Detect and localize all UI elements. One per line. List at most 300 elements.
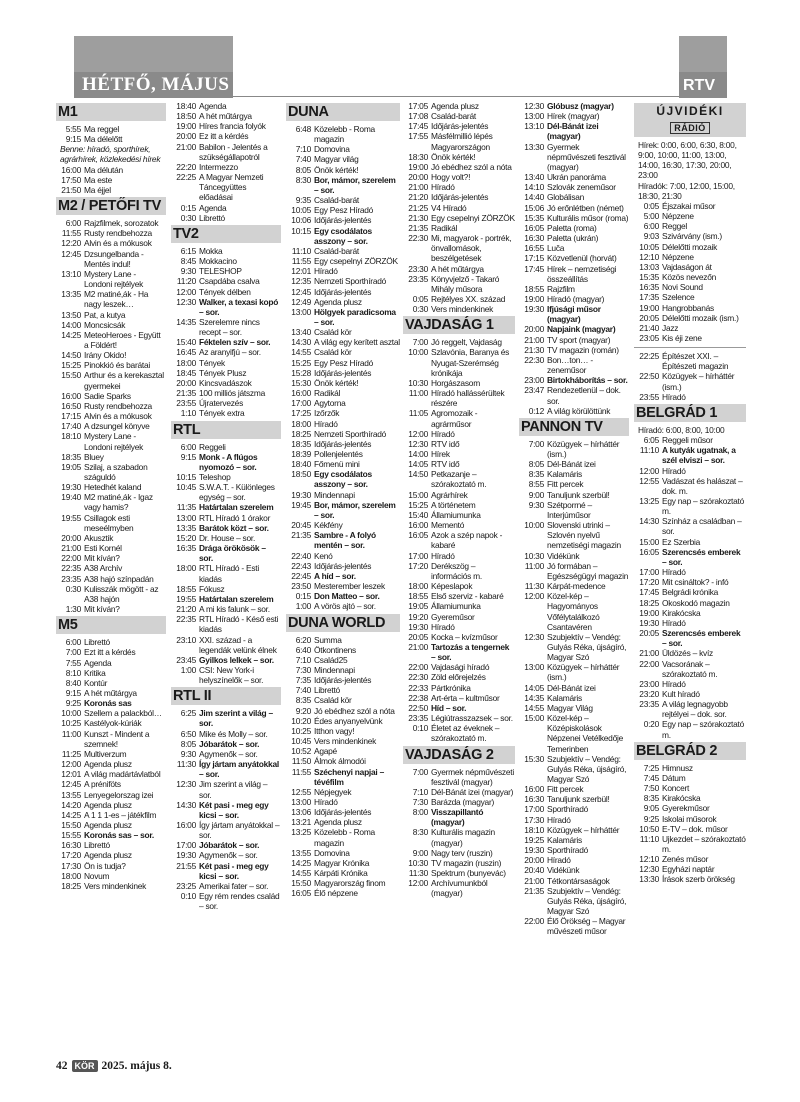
page-number: 42 (56, 1060, 68, 1072)
program-time: 13:25 (291, 827, 311, 838)
program-title: Híradó (431, 182, 455, 193)
program-time: 9:20 (295, 705, 311, 716)
program-title: Azok a szép napok - kabaré (431, 530, 503, 551)
program-time: 15:25 (408, 499, 428, 510)
program-title: Jó formában – Egészségügyi magazin (547, 560, 629, 581)
program-time: 17:15 (524, 253, 544, 264)
program-row (286, 388, 400, 398)
program-time: 21:20 (176, 604, 196, 615)
program-title: Híres francia folyók (199, 121, 266, 132)
program-row (171, 482, 281, 502)
program-title: Közügyek – hírháttér (547, 824, 620, 835)
program-row (403, 530, 515, 550)
program-time: 11:35 (176, 502, 196, 513)
program-time: 10:45 (291, 736, 311, 747)
program-time: 19:40 (61, 492, 81, 503)
program-row (634, 537, 746, 547)
program-title: RTV idő (431, 438, 460, 449)
program-row (171, 203, 281, 213)
program-time: 11:30 (176, 759, 196, 770)
program-time: 13:25 (639, 496, 659, 506)
program-time: 11:30 (524, 581, 544, 592)
program-row (171, 452, 281, 472)
program-row (56, 350, 166, 360)
program-row (286, 581, 400, 591)
program-title: A38 Archív (84, 563, 123, 574)
program-title: Rendezetlenül – dok. sor. (547, 385, 621, 406)
program-row (634, 323, 746, 333)
program-row (403, 172, 515, 182)
program-title: Kritika (84, 667, 106, 678)
program-row (56, 708, 166, 718)
program-title: Híradó (662, 567, 686, 578)
program-title: Időjárás-jelentés (314, 807, 372, 818)
program-time: 22:43 (291, 560, 311, 571)
program-title: Radikál (431, 222, 458, 233)
program-title: Egy nap – szórakoztató m. (662, 496, 745, 517)
program-time: 17:45 (524, 263, 544, 274)
program-title: Szubjektív – Vendég: Gulyás Réka, újságíró, Magyar Szó (547, 631, 627, 663)
program-row (171, 287, 281, 297)
program-row (171, 408, 281, 418)
program-time: 22:33 (408, 682, 428, 693)
program-title: Dr. House – sor. (199, 532, 256, 543)
program-time: 18:50 (176, 111, 196, 122)
channel-section (56, 197, 166, 614)
program-title: Magyar világ (314, 154, 359, 165)
program-row (403, 510, 515, 520)
program-title: Híradó (314, 797, 338, 807)
program-title: Fitt percek (547, 479, 584, 490)
program-time: 7:55 (65, 657, 81, 668)
program-time: 17:55 (408, 131, 428, 142)
program-row (403, 378, 515, 388)
program-time: 7:50 (643, 783, 659, 794)
program-time: 13:30 (524, 141, 544, 152)
program-title: Babilon - Jelentés a szükségállapotról (199, 141, 268, 162)
program-time: 13:00 (176, 512, 196, 523)
program-row (519, 345, 629, 355)
program-time: 7:10 (412, 786, 428, 797)
program-row (403, 723, 515, 743)
program-title: A Magyar Nemzeti Táncegyüttes előadásai (199, 172, 264, 203)
program-time: 16:00 (61, 390, 81, 401)
program-time: 8:05 (528, 459, 544, 470)
program-title: Egy csodálatos asszony – sor. (314, 469, 372, 490)
program-time: 9:35 (295, 195, 311, 206)
program-row (403, 520, 515, 530)
program-title: Időjárás-jelentés (314, 367, 372, 378)
program-time: 14:55 (291, 868, 311, 879)
program-row (634, 567, 746, 577)
program-title: Irány Okido! (84, 350, 127, 361)
program-row (286, 746, 400, 756)
program-time: 7:45 (643, 772, 659, 783)
program-row (403, 182, 515, 192)
program-title: Gyilkos lelkek – sor. (199, 654, 274, 665)
program-time: 8:00 (412, 807, 428, 818)
program-time: 20:05 (639, 628, 659, 639)
program-row (286, 601, 400, 611)
program-title: Gyermek népművészeti fesztivál (magyar) (547, 141, 626, 172)
program-row (519, 335, 629, 345)
program-row (519, 713, 629, 754)
program-time: 17:40 (61, 421, 81, 432)
program-title: Ötkontinens (314, 644, 356, 655)
program-title: Ön is tudja? (84, 860, 126, 871)
program-title: Hírek (431, 449, 450, 459)
program-time: 14:10 (524, 182, 544, 193)
program-title: Nemzeti Sporthíradó (314, 428, 387, 439)
program-time: 8:10 (65, 667, 81, 678)
program-row (56, 320, 166, 330)
program-time: 21:20 (408, 192, 428, 203)
program-row (56, 238, 166, 248)
program-title: Jó reggelt, Vajdaság (431, 337, 502, 348)
program-title: Család-barát (314, 245, 359, 256)
program-row (519, 182, 629, 192)
program-time: 7:00 (528, 438, 544, 449)
page-footer (56, 1060, 172, 1072)
program-time: 7:10 (295, 654, 311, 665)
program-time: 14:50 (408, 469, 428, 480)
program-row (56, 563, 166, 573)
program-row (519, 243, 629, 253)
program-title: Kulturális műsor (roma) (547, 212, 629, 223)
program-row (286, 256, 400, 266)
program-row (171, 850, 281, 860)
program-title: Közelebb - Roma magazin (314, 124, 375, 145)
program-title: Itthon vagy! (314, 725, 355, 736)
program-row (171, 101, 281, 111)
program-title: Birtokháborítás – sor. (547, 375, 628, 386)
program-title: TV magazin (ruszin) (431, 857, 502, 868)
program-row (171, 594, 281, 604)
program-time: 14:05 (408, 459, 428, 470)
program-row (634, 425, 746, 435)
program-row (519, 632, 629, 662)
program-time: 15:25 (291, 357, 311, 368)
program-title: Életet az éveknek – szórakoztató m. (431, 723, 500, 744)
program-time: 6:25 (180, 708, 196, 719)
program-title: Szlavónia, Baranya és Nyugat-Szerémség krónikája (431, 347, 510, 378)
program-row (519, 294, 629, 304)
program-row (286, 551, 400, 561)
program-title: Így jártam anyátokkal – sor. (199, 759, 279, 780)
program-time: 8:05 (180, 738, 196, 749)
program-time: 9:25 (65, 698, 81, 709)
program-title: Hírek (magyar) (547, 111, 600, 122)
program-time: 18:00 (176, 563, 196, 574)
program-title: Ma este (84, 174, 113, 185)
program-row (56, 421, 166, 431)
program-row (519, 693, 629, 703)
program-time: 16:30 (524, 233, 544, 244)
program-row (403, 429, 515, 439)
program-time: 10:00 (524, 520, 544, 531)
program-row (403, 797, 515, 807)
program-time: 11:10 (291, 245, 311, 256)
program-row (519, 591, 629, 632)
program-title: Kincsvadászok (199, 377, 252, 388)
channel-title: RTL II (171, 687, 281, 705)
program-row (56, 840, 166, 850)
program-row (171, 820, 281, 840)
program-title: Széchenyi napjai – tévéfilm (314, 766, 384, 787)
program-time: 10:30 (524, 550, 544, 561)
program-title: Iskolai műsorok (662, 813, 717, 824)
program-time: 22:00 (639, 658, 659, 669)
program-time: 22:38 (408, 692, 428, 703)
program-row (519, 865, 629, 875)
program-row (403, 233, 515, 263)
program-title: Kirakócska (662, 607, 701, 618)
program-row (56, 482, 166, 492)
program-title: Novum (84, 870, 110, 881)
program-row (634, 466, 746, 476)
column-3 (286, 101, 400, 900)
program-title: Kocka – kvízműsor (431, 631, 498, 642)
program-time: 8:35 (295, 695, 311, 706)
program-row (403, 264, 515, 274)
program-title: Hetedhét kaland (84, 482, 142, 493)
program-row (634, 598, 746, 608)
program-row (286, 398, 400, 408)
program-row (519, 490, 629, 500)
program-title: 100 milliós játszma (199, 388, 265, 399)
program-title: Híradó (314, 266, 338, 277)
program-time: 13:30 (639, 874, 659, 885)
program-title: Alvin és a mókusok (84, 238, 152, 249)
channel-section (171, 421, 281, 686)
program-title: Multiverzum (84, 748, 127, 759)
channel-title: VAJDASÁG 1 (403, 316, 515, 334)
program-time: 17:00 (524, 804, 544, 815)
program-row (403, 868, 515, 878)
program-row (286, 337, 400, 347)
program-row (634, 618, 746, 628)
program-time: 21:35 (524, 885, 544, 896)
program-time: 0:30 (412, 304, 428, 315)
program-title: Időjárás-jelentés (314, 675, 372, 686)
program-title: Szelence (662, 292, 695, 303)
program-row (171, 337, 281, 347)
program-time: 16:05 (408, 530, 428, 541)
program-title: Közel-kép – Hagyományos Vőfélytalálkozó Csantavéren (547, 591, 600, 632)
program-title: Derékszög – információs m. (431, 560, 482, 581)
program-title: Kult híradó (662, 688, 700, 699)
day-title: HÉTFŐ, MÁJUS 12. (82, 74, 260, 95)
program-row (56, 584, 166, 604)
program-time: 19:05 (408, 601, 428, 612)
program-row (286, 706, 400, 716)
channel-section (519, 418, 629, 937)
program-row (171, 800, 281, 820)
program-row (171, 256, 281, 266)
program-time: 7:40 (295, 685, 311, 696)
program-title: Hírek – nemzetiségi összeállítás (547, 263, 617, 284)
program-title: Rejtélyes XX. század (431, 293, 506, 304)
program-row (56, 769, 166, 779)
program-row (403, 878, 515, 898)
program-title: Visszapillantó (magyar) (431, 807, 484, 828)
program-time: 19:25 (524, 834, 544, 845)
program-time: 23:35 (408, 273, 428, 284)
program-time: 17:08 (408, 111, 428, 122)
program-row (519, 479, 629, 489)
program-time: 15:00 (524, 713, 544, 724)
program-row (634, 201, 746, 211)
program-time: 0:12 (528, 405, 544, 416)
program-title: Szerencsés emberek – sor. (662, 628, 741, 649)
program-row (519, 469, 629, 479)
channel-title: DUNA (286, 103, 400, 121)
program-title: Szubjektív – Vendég: Gulyás Réka, újságíró, Magyar Szó (547, 753, 627, 784)
channel-title: M1 (56, 103, 166, 121)
program-time: 7:35 (295, 675, 311, 686)
program-title: Magyar Krónika (314, 857, 370, 868)
program-time: 14:55 (524, 702, 544, 713)
program-row (286, 500, 400, 520)
program-title: Rajzfilm (547, 283, 575, 294)
program-row (286, 205, 400, 215)
channel-title: VAJDASÁG 2 (403, 746, 515, 764)
program-row (519, 916, 629, 936)
program-time: 16:00 (176, 820, 196, 830)
program-time: 21:50 (61, 184, 81, 195)
program-title: Drága örökösök – sor. (199, 543, 266, 564)
program-time: 18:55 (176, 583, 196, 594)
program-title: Kulturális magazin (magyar) (431, 827, 495, 848)
program-row (171, 317, 281, 337)
program-title: Az aranyifjú – sor. (199, 347, 261, 358)
program-title: Barázda (magyar) (431, 797, 495, 807)
program-title: Pinokkió és barátai (84, 360, 151, 371)
program-title: Álmok álmodói (314, 756, 366, 767)
program-row (171, 523, 281, 533)
program-title: Mindennapi (314, 664, 355, 675)
program-time: 8:30 (295, 174, 311, 185)
program-row (519, 192, 629, 202)
program-row (171, 121, 281, 131)
program-time: 6:48 (295, 124, 311, 134)
program-row (634, 587, 746, 597)
program-time: 13:03 (639, 261, 659, 272)
program-row (56, 175, 166, 185)
program-time: 17:15 (61, 411, 81, 422)
channel-section (634, 742, 746, 885)
program-row (56, 850, 166, 860)
program-row (634, 679, 746, 689)
program-title: Szlovák zeneműsor (547, 182, 616, 193)
program-title: Egy nap – szórakoztató m. (662, 719, 745, 740)
program-title: Agymenők – sor. (199, 748, 258, 759)
program-title: Tanuljunk szerbül! (547, 794, 610, 805)
program-row (171, 246, 281, 256)
program-title: Fitt percek (547, 784, 584, 795)
program-title: E-TV – dok. műsor (662, 823, 728, 834)
program-title: M2 matiné,ák - Ha nagy leszek… (84, 289, 149, 310)
program-row (286, 469, 400, 489)
program-time: 6:40 (295, 644, 311, 655)
program-row (56, 688, 166, 698)
program-row (286, 378, 400, 388)
program-row (286, 675, 400, 685)
program-title: Koronás sas – sor. (84, 830, 154, 841)
program-time: 14:25 (291, 857, 311, 868)
program-row (286, 571, 400, 581)
program-row (56, 492, 166, 512)
program-time: 10:00 (408, 347, 428, 358)
program-row (171, 111, 281, 121)
program-row (171, 840, 281, 850)
program-time: 15:50 (291, 878, 311, 889)
channel-section (634, 347, 746, 402)
program-time: 16:00 (524, 784, 544, 795)
program-title: Délelőtti mozaik (662, 241, 718, 252)
program-time: 16:00 (291, 388, 311, 399)
program-time: 21:00 (408, 182, 428, 193)
program-title: Időjárás-jelentés (314, 560, 372, 571)
program-title: Csapdába csalva (199, 276, 260, 287)
program-row (56, 513, 166, 533)
program-title: Időjárás-jelentés (431, 121, 489, 132)
program-title: Légiútrasszazsek – sor. (431, 713, 513, 724)
program-time: 15:35 (639, 272, 659, 283)
program-time: 22:25 (639, 351, 659, 362)
program-row (519, 304, 629, 324)
program-title: Mesterember leszek (314, 581, 385, 592)
program-title: Tények Plusz (199, 367, 247, 378)
program-time: 6:00 (65, 637, 81, 648)
program-time: 7:40 (295, 154, 311, 165)
program-title: A dzsungel könyve (84, 421, 150, 432)
program-row (286, 878, 400, 888)
program-title: Népjegyek (314, 786, 352, 797)
program-row (519, 264, 629, 284)
program-title: Vidékünk (547, 550, 580, 561)
program-title: A hét műtárgya (431, 263, 484, 274)
program-time: 18:25 (639, 597, 659, 608)
program-row (403, 858, 515, 868)
channel-title: RTL (171, 421, 281, 439)
program-time: 18:10 (61, 431, 81, 442)
program-time: 23:30 (408, 263, 428, 274)
program-time: 17:00 (639, 567, 659, 578)
program-title: Kalamáris (547, 834, 582, 845)
program-row (286, 736, 400, 746)
program-time: 14:30 (176, 799, 196, 810)
program-title: RTL Híradó 1 órakor (199, 512, 271, 523)
program-title: Jóbarátok – sor. (199, 738, 260, 749)
program-title: Pártkrónika (431, 682, 471, 693)
program-row (286, 645, 400, 655)
program-time: 10:50 (639, 823, 659, 834)
program-row (634, 181, 746, 201)
program-row (286, 848, 400, 858)
program-time: 16:55 (524, 243, 544, 254)
program-title: Egy csepelnyi ZÖRZÖK (314, 256, 398, 267)
program-time: 14:00 (408, 449, 428, 459)
program-row (56, 718, 166, 728)
program-time: 13:06 (291, 807, 311, 818)
program-row (171, 749, 281, 759)
program-title: A hét műtárgya (199, 111, 252, 122)
program-row (634, 773, 746, 783)
program-time: 8:40 (65, 677, 81, 688)
program-time: 14:35 (176, 316, 196, 327)
program-time: 6:00 (643, 221, 659, 232)
